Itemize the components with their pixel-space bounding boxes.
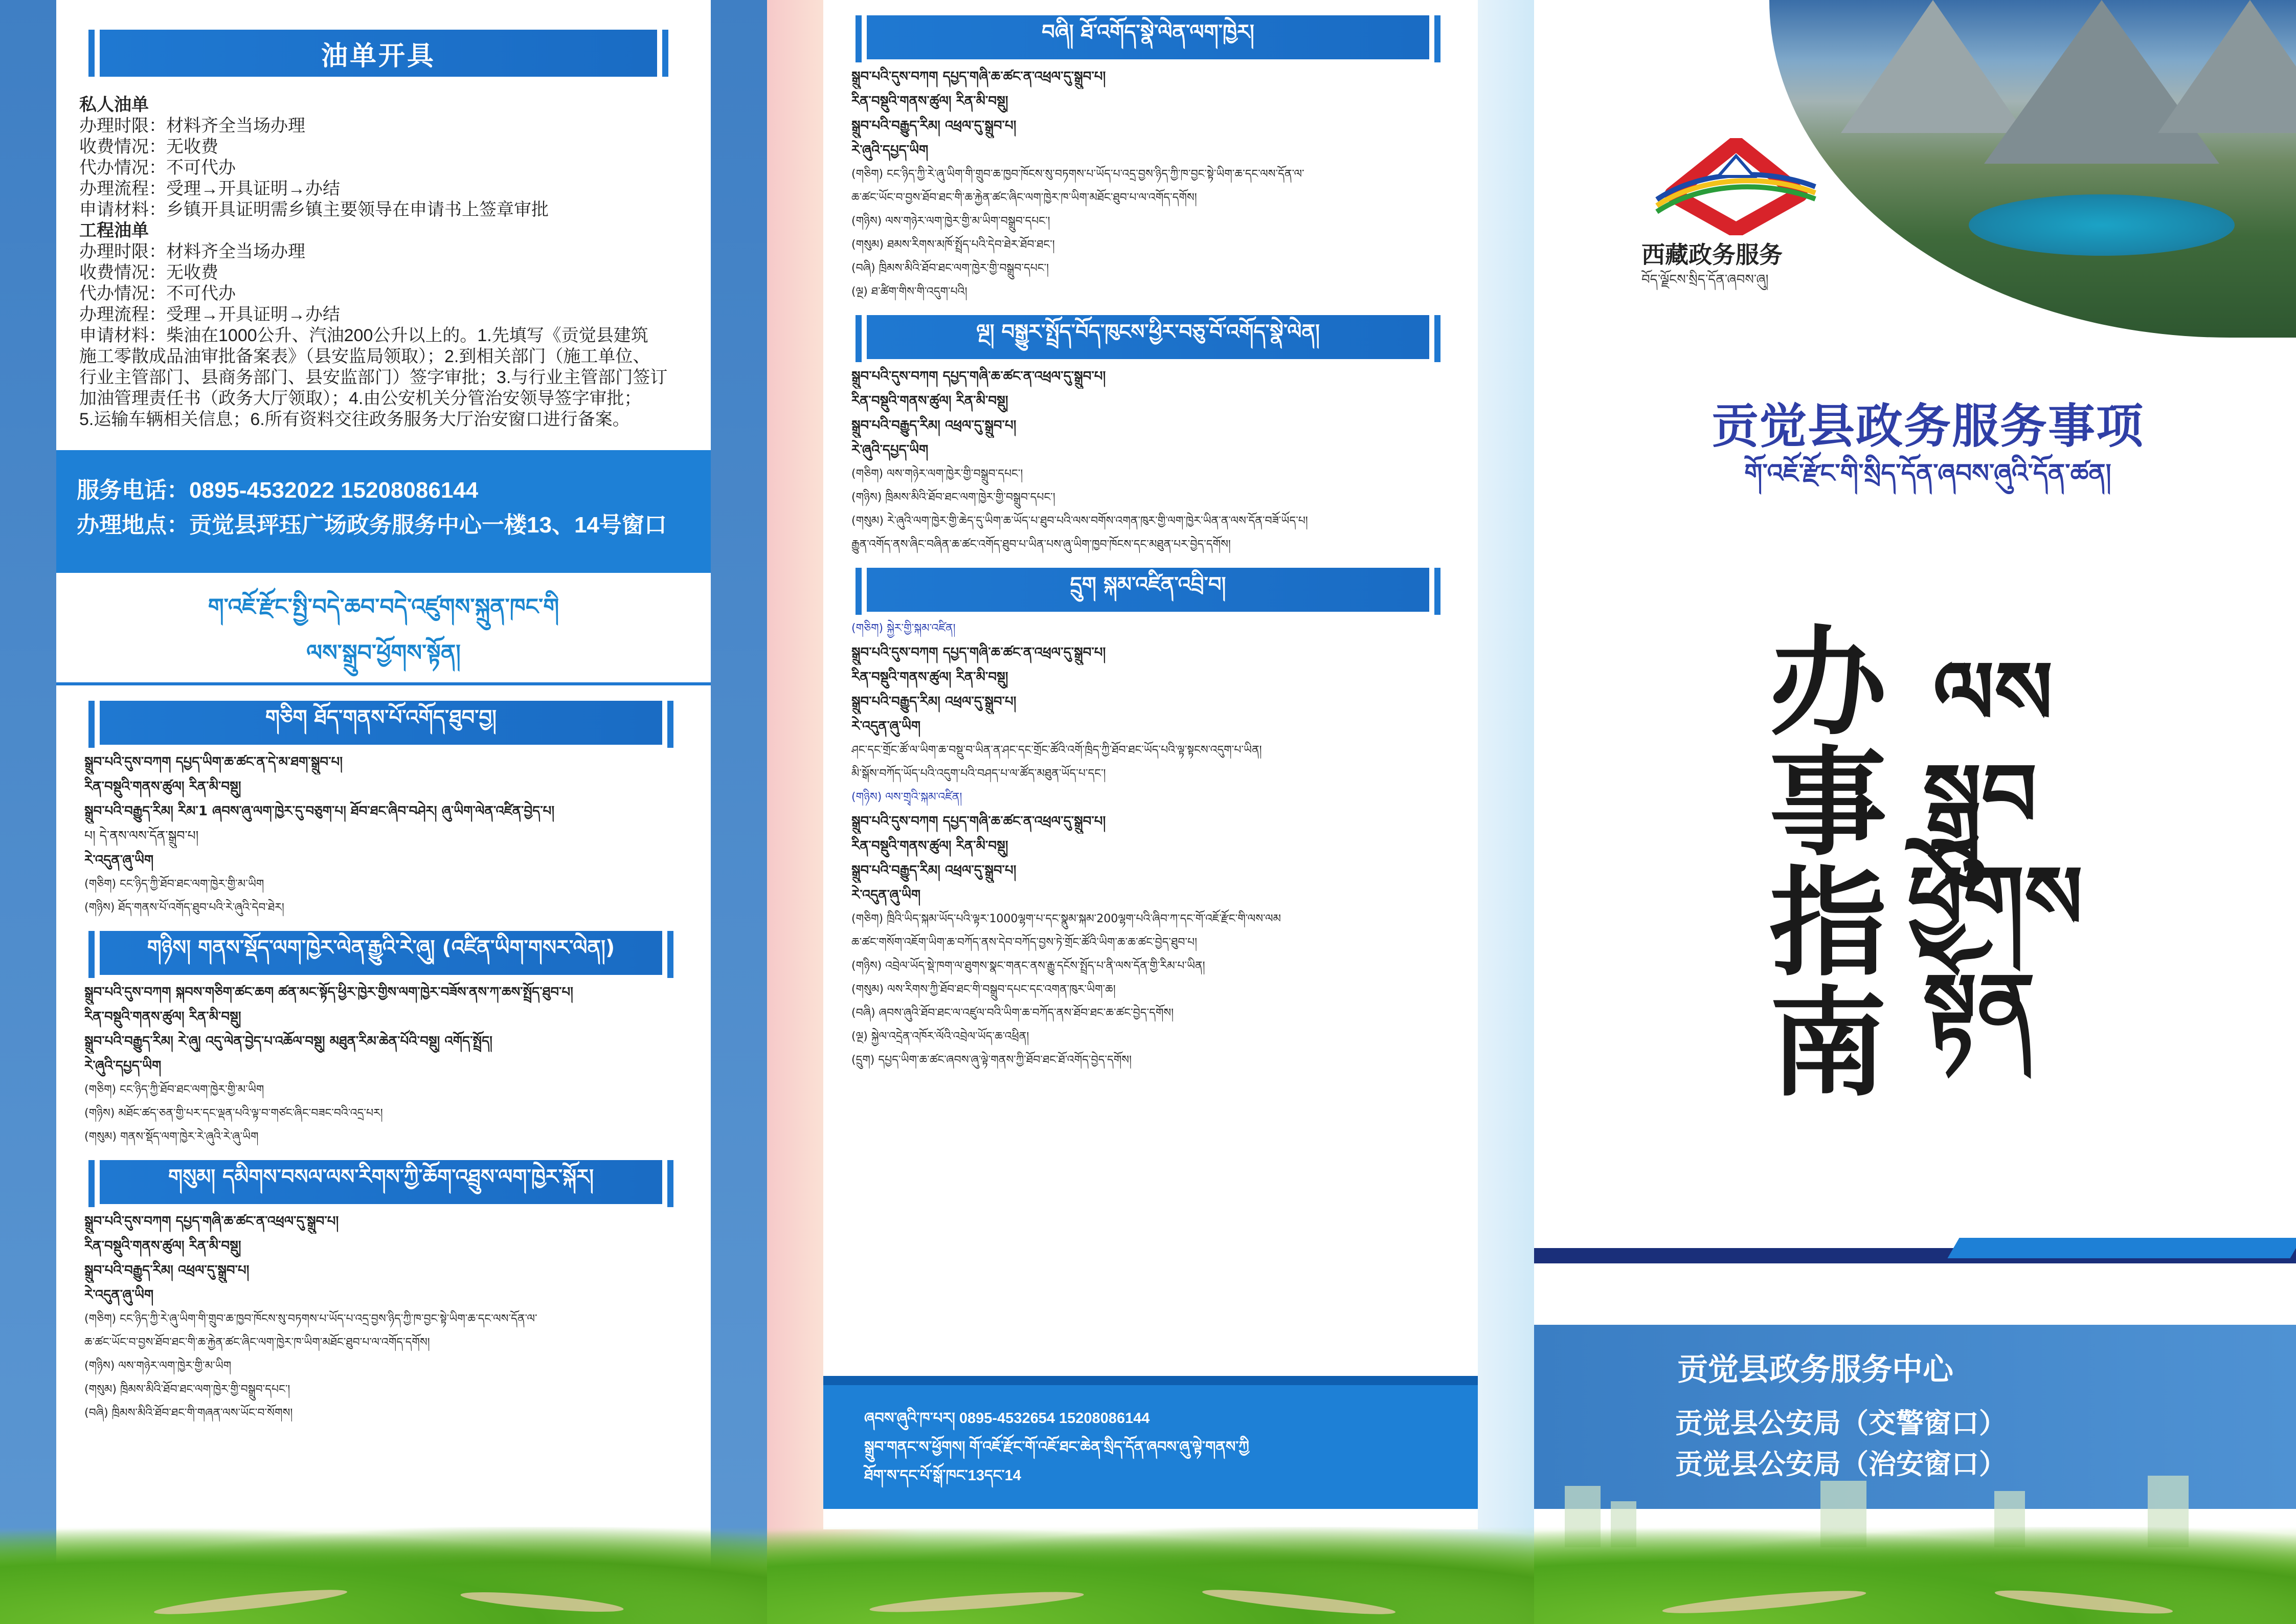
text-line: མི་སྒོས་བཀོད་ཡོད་པའི་འདུག་པའི་བཤད་པ་ལ་ཚོད་མཐུན་ཡོད་པ་དང་། [851, 767, 1106, 780]
text-line: རིན་བསྡུའི་གནས་ཚུལ། རིན་མི་བསྡུ། [851, 393, 1008, 409]
window-traffic: 贡觉县公安局（交警窗口） [1675, 1408, 2007, 1439]
text-line: ཆ་ཚང་ཡོང་བ་བྱས་ཐོབ་ཐང་གི་ཆ་རྐྱེན་ཚང་ཞིང་ལག་ཁྱེར་ཁ་ཡིག་མཐོང་ཐུབ་པ་ལ་འགོད་དགོས། [84, 1336, 430, 1349]
text-line: སྒྲུབ་པའི་དུས་བཀག དཔྱད་ཡིག་ཆ་ཚང་ན་དེ་མ་ཐག་སྒྲུབ་པ། [84, 754, 343, 770]
text-line: སྒྲུབ་པའི་བརྒྱུད་རིམ། འཕྲལ་དུ་སྒྲུབ་པ། [851, 863, 1017, 878]
section-title: གཉིས། གནས་སྡོད་ལག་ཁྱེར་ལེན་རྒྱུའི་རེ་ཞུ། (འཛིན་ཡིག་གསར་ལེན།) [100, 931, 662, 975]
text-line: རིན་བསྡུའི་གནས་ཚུལ། རིན་མི་བསྡུ། [851, 94, 1008, 109]
text-line: (གཉིས) ལས་གཉེར་ལག་ཁྱེར་གྱི་མ་ཡིག་བསྒྲུབ་དཔང་། [851, 215, 1050, 228]
text-line: (དྲུག) དཔྱད་ཡིག་ཆ་ཚང་ཞབས་ཞུ་ལྟེ་གནས་ཀྱི་ཐོབ་ཐང་ཐོ་འགོད་བྱེད་དགོས། [851, 1054, 1132, 1066]
middle-content [823, 0, 1478, 1529]
text-line: (གཅིག) ངང་ཉིད་ཀྱི་རེ་ཞུ་ཡིག་གི་གྲུབ་ཆ་ཁྱབ་ཁོངས་སུ་བཏགས་པ་ཡོད་པ་འདྲ་བྱས་ཉིད་ཀྱི་ཁ་བྱང་སྟེ་ཡིག་ཆ་དང་ལས་དོན་ལ་ [851, 168, 1304, 181]
text-line: རིན་བསྡུའི་གནས་ཚུལ། རིན་མི་བསྡུ། [84, 779, 241, 794]
text-line: (གཉིས) ཐོད་གནས་པོ་འགོད་ཐུབ་པའི་རེ་ཞུའི་དེབ་ཐེར། [84, 901, 284, 914]
text-line: 收费情况：无收费 [79, 137, 218, 157]
text-line: སྒྲུབ་པའི་དུས་བཀག དཔྱད་གཞི་ཆ་ཚང་ན་འཕྲལ་དུ་སྒྲུབ་པ། [84, 1214, 339, 1229]
section-title: གསུམ། དམིགས་བསལ་ལས་རིགས་ཀྱི་ཆོག་འཐྲུས་ལག་ཁྱེར་སྐོར། [100, 1160, 662, 1204]
tibet-gov-logo [1641, 138, 1831, 287]
text-line: སྒྲུབ་པའི་དུས་བཀག དཔྱད་གཞི་ཆ་ཚང་ན་འཕྲལ་དུ་སྒྲུབ་པ། [851, 69, 1106, 84]
main-title-tb: གོ་འཇོ་རྫོང་གི་སྲིད་དོན་ཞབས་ཞུའི་དོན་ཚན། [1744, 458, 2111, 488]
service-section [56, 1149, 711, 1425]
section-body [56, 975, 711, 1149]
grass-decoration-mid [767, 1527, 1534, 1624]
middle-panel [767, 0, 1534, 1624]
service-phone: 服务电话：0895-4532022 15208086144 [77, 478, 479, 503]
text-line: 申请材料：柴油在1000公升、汽油200公升以上的。1.先填写《贡觉县建筑 [79, 326, 648, 345]
text-line: ཆ་ཚང་གསོག་འཇོག་ཡིག་ཆ་བཀོད་ནས་དེབ་བཀོད་བྱས་ཏེ་གྲོང་ཚོའི་ཡིག་ཆ་ཆ་ཚང་བྱེད་ཐུབ་པ། [851, 936, 1197, 949]
section-body [823, 59, 1478, 304]
text-line: (གསུམ) ཁྲིམས་མིའི་ཐོབ་ཐང་ལག་ཁྱེར་གྱི་བསྒྲུབ་དཔང་། [84, 1383, 290, 1396]
section-body [56, 1204, 711, 1425]
text-line: (གཉིས) འབྲེལ་ཡོད་སྡེ་ཁག་ལ་ཐུགས་སྣང་གནང་ནས་རྒྱུ་དངོས་སྤྲོད་པ་ནི་ལས་དོན་གྱི་རིམ་པ་ཡིན། [851, 960, 1205, 972]
text-line: 办理流程：受理→开具证明→办结 [79, 179, 340, 198]
text-line: (གཉིས) མཐོང་ཚད་ཅན་གྱི་པར་དང་ལྡན་པའི་ལྟ་བ་གཙང་ཞིང་བཟང་བའི་འདྲ་པར། [84, 1107, 383, 1120]
section-body [823, 359, 1478, 557]
text-line: (གསུམ) རེ་ཞུའི་ལག་ཁྱེར་གྱི་ཆེད་དུ་ཡིག་ཆ་ཡོད་པ་ཐུབ་པའི་ལས་བགོས་འགན་ཁུར་གྱི་ལག་ཁྱེར་ཡིན་ན་ལས་དོན་བཟོ་ཡོད་པ། [851, 515, 1308, 527]
text-line: རེ་འདུན་ཞུ་ཡིག [851, 719, 921, 734]
text-line: 办理时限：材料齐全当场办理 [79, 116, 305, 136]
text-line: རེ་འདུན་ཞུ་ཡིག [851, 887, 921, 903]
section-title: ལྔ། བསྒྱུར་སྤྲོད་བོད་ཁུངས་ཕྱིར་བཅུ་བོ་འགོད་སྣེ་ལེན། [867, 315, 1429, 359]
text-line: རེ་འདུན་ཞུ་ཡིག [84, 1287, 154, 1303]
private-lines [79, 116, 713, 220]
left-panel [0, 0, 767, 1624]
text-line: (བཞི) ཞབས་ཞུའི་ཐོབ་ཐང་ལ་འཛུལ་བའི་ཡིག་ཆ་བཀོད་ནས་ཐོབ་ཐང་ཆ་ཚང་བྱེད་དགོས། [851, 1007, 1174, 1019]
text-line: རིན་བསྡུའི་གནས་ཚུལ། རིན་མི་བསྡུ། [851, 838, 1008, 854]
text-line: 代办情况：不可代办 [79, 284, 236, 303]
service-section [823, 0, 1478, 304]
logo-text-tb: བོད་ལྗོངས་སྲིད་དོན་ཞབས་ཞུ། [1641, 272, 1769, 287]
text-line: (གཉིས) ལས་གྲྭའི་སྐམ་འཛིན། [851, 791, 962, 804]
tibetan-heading: ག་འཇོ་རྫོང་སྤྱི་བདེ་ཆབ་བདེ་འཛུགས་སྐྲུན་ཁང་གི ལས་སྒྲུབ་ཕྱོགས་སྟོན། [208, 594, 559, 666]
left-sections [56, 685, 711, 1555]
text-line: རེ་འདུན་ཞུ་ཡིག [84, 853, 154, 868]
text-line: (བཞི) ཁྲིམས་མིའི་ཐོབ་ཐང་གི་གཞན་ལས་ཡོང་བ་སོགས། [84, 1407, 293, 1419]
text-line: 办理时限：材料齐全当场办理 [79, 242, 305, 261]
text-line: རེ་ཞུའི་དཔྱད་ཡིག [84, 1058, 162, 1074]
text-line: རེ་ཞུའི་དཔྱད་ཡིག [851, 143, 929, 158]
tibetan-heading-card [56, 573, 711, 685]
main-title-cn: 贡觉县政务服务事项 [1711, 401, 2144, 453]
logo-emblem-icon [1641, 138, 1831, 235]
contact-box-middle [823, 1376, 1478, 1509]
text-line: (གསུམ) ལས་རིགས་ཀྱི་ཐོབ་ཐང་གི་བསྒྲུབ་དཔང་དང་འགན་ཁུར་ཡིག་ཆ། [851, 983, 1116, 996]
section-title: བཞི། ཐོ་འགོད་སྣེ་ལེན་ལག་ཁྱེར། [867, 15, 1429, 59]
engineering-lines [79, 241, 713, 430]
text-line: (བཞི) ཁྲིམས་མིའི་ཐོབ་ཐང་ལག་ཁྱེར་གྱི་བསྒྲུབ་དཔང་། [851, 262, 1049, 275]
text-line: (གསུམ) གནས་སྡོད་ལག་ཁྱེར་རེ་ཞུའི་རེ་ཞུ་ཡིག [84, 1130, 259, 1143]
right-panel: 西藏政务服务 བོད་ལྗོངས་སྲིད་དོན་ཞབས་ཞུ། 贡觉县政务服务事项 གོ་འཇོ་རྫོང་གི་སྲིད་དོན་ཞབས་ཞུའི་དོན་ཚན། 办 事 指 南 ལས སྒྲུབ ཕྱོགས སྟོན 贡觉县政务服务中心 贡觉县公安局（交警窗口） 贡觉县公安局（治安窗口） [1534, 0, 2296, 1624]
text-line: 代办情况：不可代办 [79, 158, 236, 177]
stripe-blue [1947, 1238, 2296, 1258]
text-line: (ལྔ) སྐྱེལ་འདྲེན་འཁོར་ལོའི་འབྲེལ་ཡོད་ཆ་འཕྲིན། [851, 1030, 1029, 1043]
text-line: (གཅིག) སྐྱེར་གྱི་སྐམ་འཛིན། [851, 622, 956, 635]
text-line: ཆ་ཚང་ཡོང་བ་བྱས་ཐོབ་ཐང་གི་ཆ་རྐྱེན་ཚང་ཞིང་ལག་ཁྱེར་ཁ་ཡིག་མཐོང་ཐུབ་པ་ལ་འགོད་དགོས། [851, 191, 1197, 204]
text-line: 加油管理责任书（政务大厅领取）；4.由公安机关分管治安领导签字审批； [79, 389, 642, 408]
grass-decoration [0, 1527, 767, 1624]
lake [1969, 194, 2235, 256]
section-title: གཅིག ཐོད་གནས་པོ་འགོད་ཐུབ་བྱ། [100, 701, 662, 745]
service-section [823, 557, 1478, 1072]
text-line: རིན་བསྡུའི་གནས་ཚུལ། རིན་མི་བསྡུ། [84, 1009, 241, 1025]
text-line: རེ་ཞུའི་དཔྱད་ཡིག [851, 442, 929, 458]
text-line: སྒྲུབ་པའི་བརྒྱུད་རིམ། རིམ་1 ཞབས་ཞུ་ལག་ཁྱེར་དུ་བཅུག་པ། ཐོབ་ཐང་ཞིབ་བཤེར། ཞུ་ཡིག་ལེན་འཛིན་བྱེད་པ། [84, 804, 555, 819]
text-line: 办理流程：受理→开具证明→办结 [79, 305, 340, 324]
right-side-bar [711, 0, 767, 1624]
mid-service-address-2: ཐོག་ས་དང་པོ་སྒོ་ཁང་13དང་14 [864, 1467, 1021, 1484]
text-line: སྒྲུབ་པའི་དུས་བཀག དཔྱད་གཞི་ཆ་ཚང་ན་འཕྲལ་དུ་སྒྲུབ་པ། [851, 645, 1106, 660]
oil-body [79, 95, 713, 430]
mid-service-phone: ཞབས་ཞུའི་ཁ་པར། 0895-4532654 15208086144 [864, 1410, 1150, 1427]
text-line: སྒྲུབ་པའི་བརྒྱུད་རིམ། འཕྲལ་དུ་སྒྲུབ་པ། [851, 694, 1017, 709]
text-line: རིན་བསྡུའི་གནས་ཚུལ། རིན་མི་བསྡུ། [84, 1238, 241, 1254]
oil-title: 油单开具 [100, 30, 657, 77]
section-body [56, 745, 711, 920]
text-line: (གཅིག) ལས་གཉེར་ལག་ཁྱེར་གྱི་བསྒྲུབ་དཔང་། [851, 468, 1023, 480]
text-line: སྒྲུབ་པའི་དུས་བཀག དཔྱད་གཞི་ཆ་ཚང་ན་འཕྲལ་དུ་སྒྲུབ་པ། [851, 369, 1106, 384]
logo-text-cn: 西藏政务服务 [1641, 241, 1783, 268]
section-body [823, 612, 1478, 1072]
text-line: རིན་བསྡུའི་གནས་ཚུལ། རིན་མི་བསྡུ། [851, 670, 1008, 685]
service-section [56, 685, 711, 920]
text-line: (གཅིག) ངང་ཉིད་ཀྱི་ཐོབ་ཐང་ལག་ཁྱེར་གྱི་མ་ཡིག [84, 878, 264, 891]
text-line: 行业主管部门、县商务部门、县安监部门）签字审批；3.与行业主管部门签订 [79, 368, 668, 387]
service-address: 办理地点：贡觉县玶珏广场政务服务中心一楼13、14号窗口 [77, 513, 667, 538]
text-line: པ། དེ་ནས་ལས་དོན་སྒྲུབ་པ། [84, 828, 199, 843]
text-line: 施工零散成品油审批备案表》（县安监局领取）；2.到相关部门（施工单位、 [79, 347, 650, 366]
service-section [56, 920, 711, 1149]
private-heading: 私人油单 [79, 95, 149, 115]
text-line: (ལྔ) ཐ་ཚིག་གིས་གི་འདུག་པའི། [851, 285, 967, 298]
text-line: སྒྲུབ་པའི་བརྒྱུད་རིམ། འཕྲལ་དུ་སྒྲུབ་པ། [851, 118, 1017, 134]
text-line: ཤང་དང་གྲོང་ཚོ་ལ་ཡིག་ཆ་བསྡུ་བ་ཡིན་ན་ཤང་དང་གྲོང་ཚོའི་འགོ་ཁྲིད་ཀྱི་ཐོབ་ཐང་ཡོད་པའི་ལྟ་སྟངས་འདུག་པ་ཡིན། [851, 744, 1262, 757]
contact-box-left [56, 450, 711, 573]
text-line: སྒྲུབ་པའི་དུས་བཀག སྐབས་གཅིག་ཚང་ཆག ཚན་མང་སྟོད་ཕྱིར་ཁྱེར་གྱིས་ལག་ཁྱེར་བཟོས་ནས་ཀ་ཆས་སྤྲོད་ཐུབ་པ། [84, 985, 573, 1000]
text-line: (གཅིག) ངང་ཉིད་ཀྱི་ཐོབ་ཐང་ལག་ཁྱེར་གྱི་མ་ཡིག [84, 1083, 264, 1096]
text-line: (གཅིག) ངང་ཉིད་ཀྱི་རེ་ཞུ་ཡིག་གི་གྲུབ་ཆ་ཁྱབ་ཁོངས་སུ་བཏགས་པ་ཡོད་པ་འདྲ་བྱས་ཉིད་ཀྱི་ཁ་བྱང་སྟེ་ཡིག་ཆ་དང་ལས་དོན་ལ་ [84, 1312, 537, 1325]
window-security: 贡觉县公安局（治安窗口） [1675, 1449, 2007, 1480]
text-line: 申请材料：乡镇开具证明需乡镇主要领导在申请书上签章审批 [79, 200, 549, 219]
text-line: སྒྲུབ་པའི་བརྒྱུད་རིམ། རེ་ཞུ། འདུ་ལེན་བྱེད་པ་འཆོལ་བསྡུ། མཐུན་རིམ་ཆེན་པོའི་བསྡུ། འགོད་སྤྲོད། [84, 1034, 492, 1049]
text-line: སྒྲུབ་པའི་བརྒྱུད་རིམ། འཕྲལ་དུ་སྒྲུབ་པ། [851, 418, 1017, 433]
text-line: རྒྱུན་འགོད་ནས་ཞིང་བཞིན་ཆ་ཚང་འགོད་ཐུབ་པ་ཡིན་པས་ཞུ་ཡིག་ཁྱབ་ཁོངས་དང་མཐུན་པར་བྱེད་དགོས། [851, 538, 1231, 551]
oil-card [56, 0, 711, 440]
text-line: སྒྲུབ་པའི་བརྒྱུད་རིམ། འཕྲལ་དུ་སྒྲུབ་པ། [84, 1263, 250, 1278]
section-title: དྲུག སྐམ་འཛིན་འབྲི་བ། [867, 568, 1429, 612]
left-side-bar [0, 0, 56, 1624]
service-section [823, 304, 1478, 557]
center-name: 贡觉县政务服务中心 [1677, 1352, 1953, 1387]
engineering-heading: 工程油单 [79, 221, 149, 240]
text-line: (གཅིག) ཁྲིའི་ཡིད་སྐམ་ཡོད་པའི་ལྟར་1000ལྷག་པ་དང་སྣུམ་སྐམ་200ལྷག་པའི་ཞིབ་ཀ་དང་གོ་འཇོ་རྫོང་གི་ལས་ལམ [851, 913, 1281, 925]
text-line: སྒྲུབ་པའི་དུས་བཀག དཔྱད་གཞི་ཆ་ཚང་ན་འཕྲལ་དུ་སྒྲུབ་པ། [851, 814, 1106, 829]
mountain-photo [1769, 0, 2296, 338]
grass-decoration-right [1534, 1527, 2296, 1624]
text-line: 5.运输车辆相关信息；6.所有资料交往政务服务大厅治安窗口进行备案。 [79, 410, 630, 429]
text-line: (གཉིས) ཁྲིམས་མིའི་ཐོབ་ཐང་ལག་ཁྱེར་གྱི་བསྒྲུབ་དཔང་། [851, 491, 1055, 504]
text-line: 收费情况：无收费 [79, 263, 218, 282]
mid-service-address-1: སྒྲུབ་གནང་ས་ཕྱོགས། གོ་འཇོ་རྫོང་གོ་འཇོ་ཐང་ཆེན་སྲིད་དོན་ཞབས་ཞུ་ལྟེ་གནས་ཀྱི [864, 1439, 1249, 1455]
text-line: (གསུམ) ཐམས་རིགས་མཁོ་སྤྲོད་པའི་དེབ་ཐེར་ཐོབ་ཐང་། [851, 238, 1055, 251]
text-line: (གཉིས) ལས་གཉེར་ལག་ཁྱེར་གྱི་མ་ཡིག [84, 1360, 232, 1372]
